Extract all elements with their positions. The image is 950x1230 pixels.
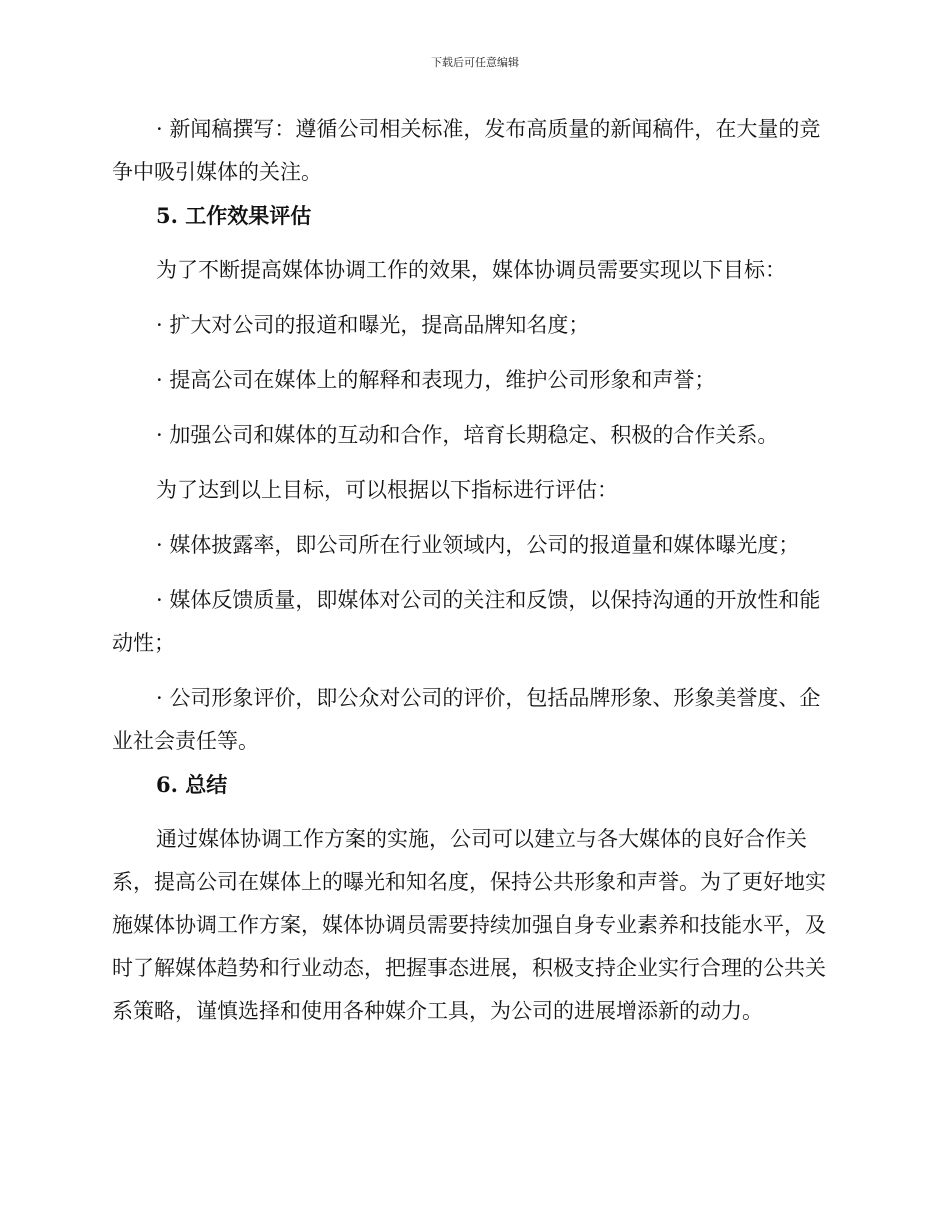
paragraph-metrics-intro: 为了达到以上目标，可以根据以下指标进行评估：	[156, 478, 618, 502]
paragraph-summary: 通过媒体协调工作方案的实施，公司可以建立与各大媒体的良好合作关系，提高公司在媒体上的曝光和知名度，保持公共形象和声誉。为了更好地实施媒体协调工作方案，媒体协调员需要持续加强自身专业素养和技能水平，及时了解媒体趋势和行业动态，把握事态进展，积极支持企业实行合理的公共关系策略，谨慎选择和使用各种媒介工具，为公司的进展增添新的动力。	[112, 827, 826, 1023]
section-heading-evaluation: 5. 工作效果评估	[156, 203, 312, 228]
bullet-media-interaction: · 加强公司和媒体的互动和合作，培育长期稳定、积极的合作关系。	[156, 423, 779, 447]
paragraph-evaluation-intro: 为了不断提高媒体协调工作的效果，媒体协调员需要实现以下目标：	[156, 258, 786, 282]
paragraph-press-release: · 新闻稿撰写：遵循公司相关标准，发布高质量的新闻稿件，在大量的竞争中吸引媒体的关注。	[112, 117, 821, 184]
document-body	[112, 108, 832, 1033]
section-heading-summary: 6. 总结	[156, 772, 228, 797]
bullet-image-evaluation: · 公司形象评价，即公众对公司的评价，包括品牌形象、形象美誉度、企业社会责任等。	[112, 686, 821, 753]
header-note: 下载后可任意编辑	[431, 56, 519, 69]
bullet-feedback-quality: · 媒体反馈质量，即媒体对公司的关注和反馈，以保持沟通的开放性和能动性；	[112, 588, 821, 655]
bullet-disclosure-rate: · 媒体披露率，即公司所在行业领域内，公司的报道量和媒体曝光度；	[156, 533, 800, 557]
bullet-brand-awareness: · 扩大对公司的报道和曝光，提高品牌知名度；	[156, 313, 590, 337]
bullet-media-expression: · 提高公司在媒体上的解释和表现力，维护公司形象和声誉；	[156, 368, 716, 392]
